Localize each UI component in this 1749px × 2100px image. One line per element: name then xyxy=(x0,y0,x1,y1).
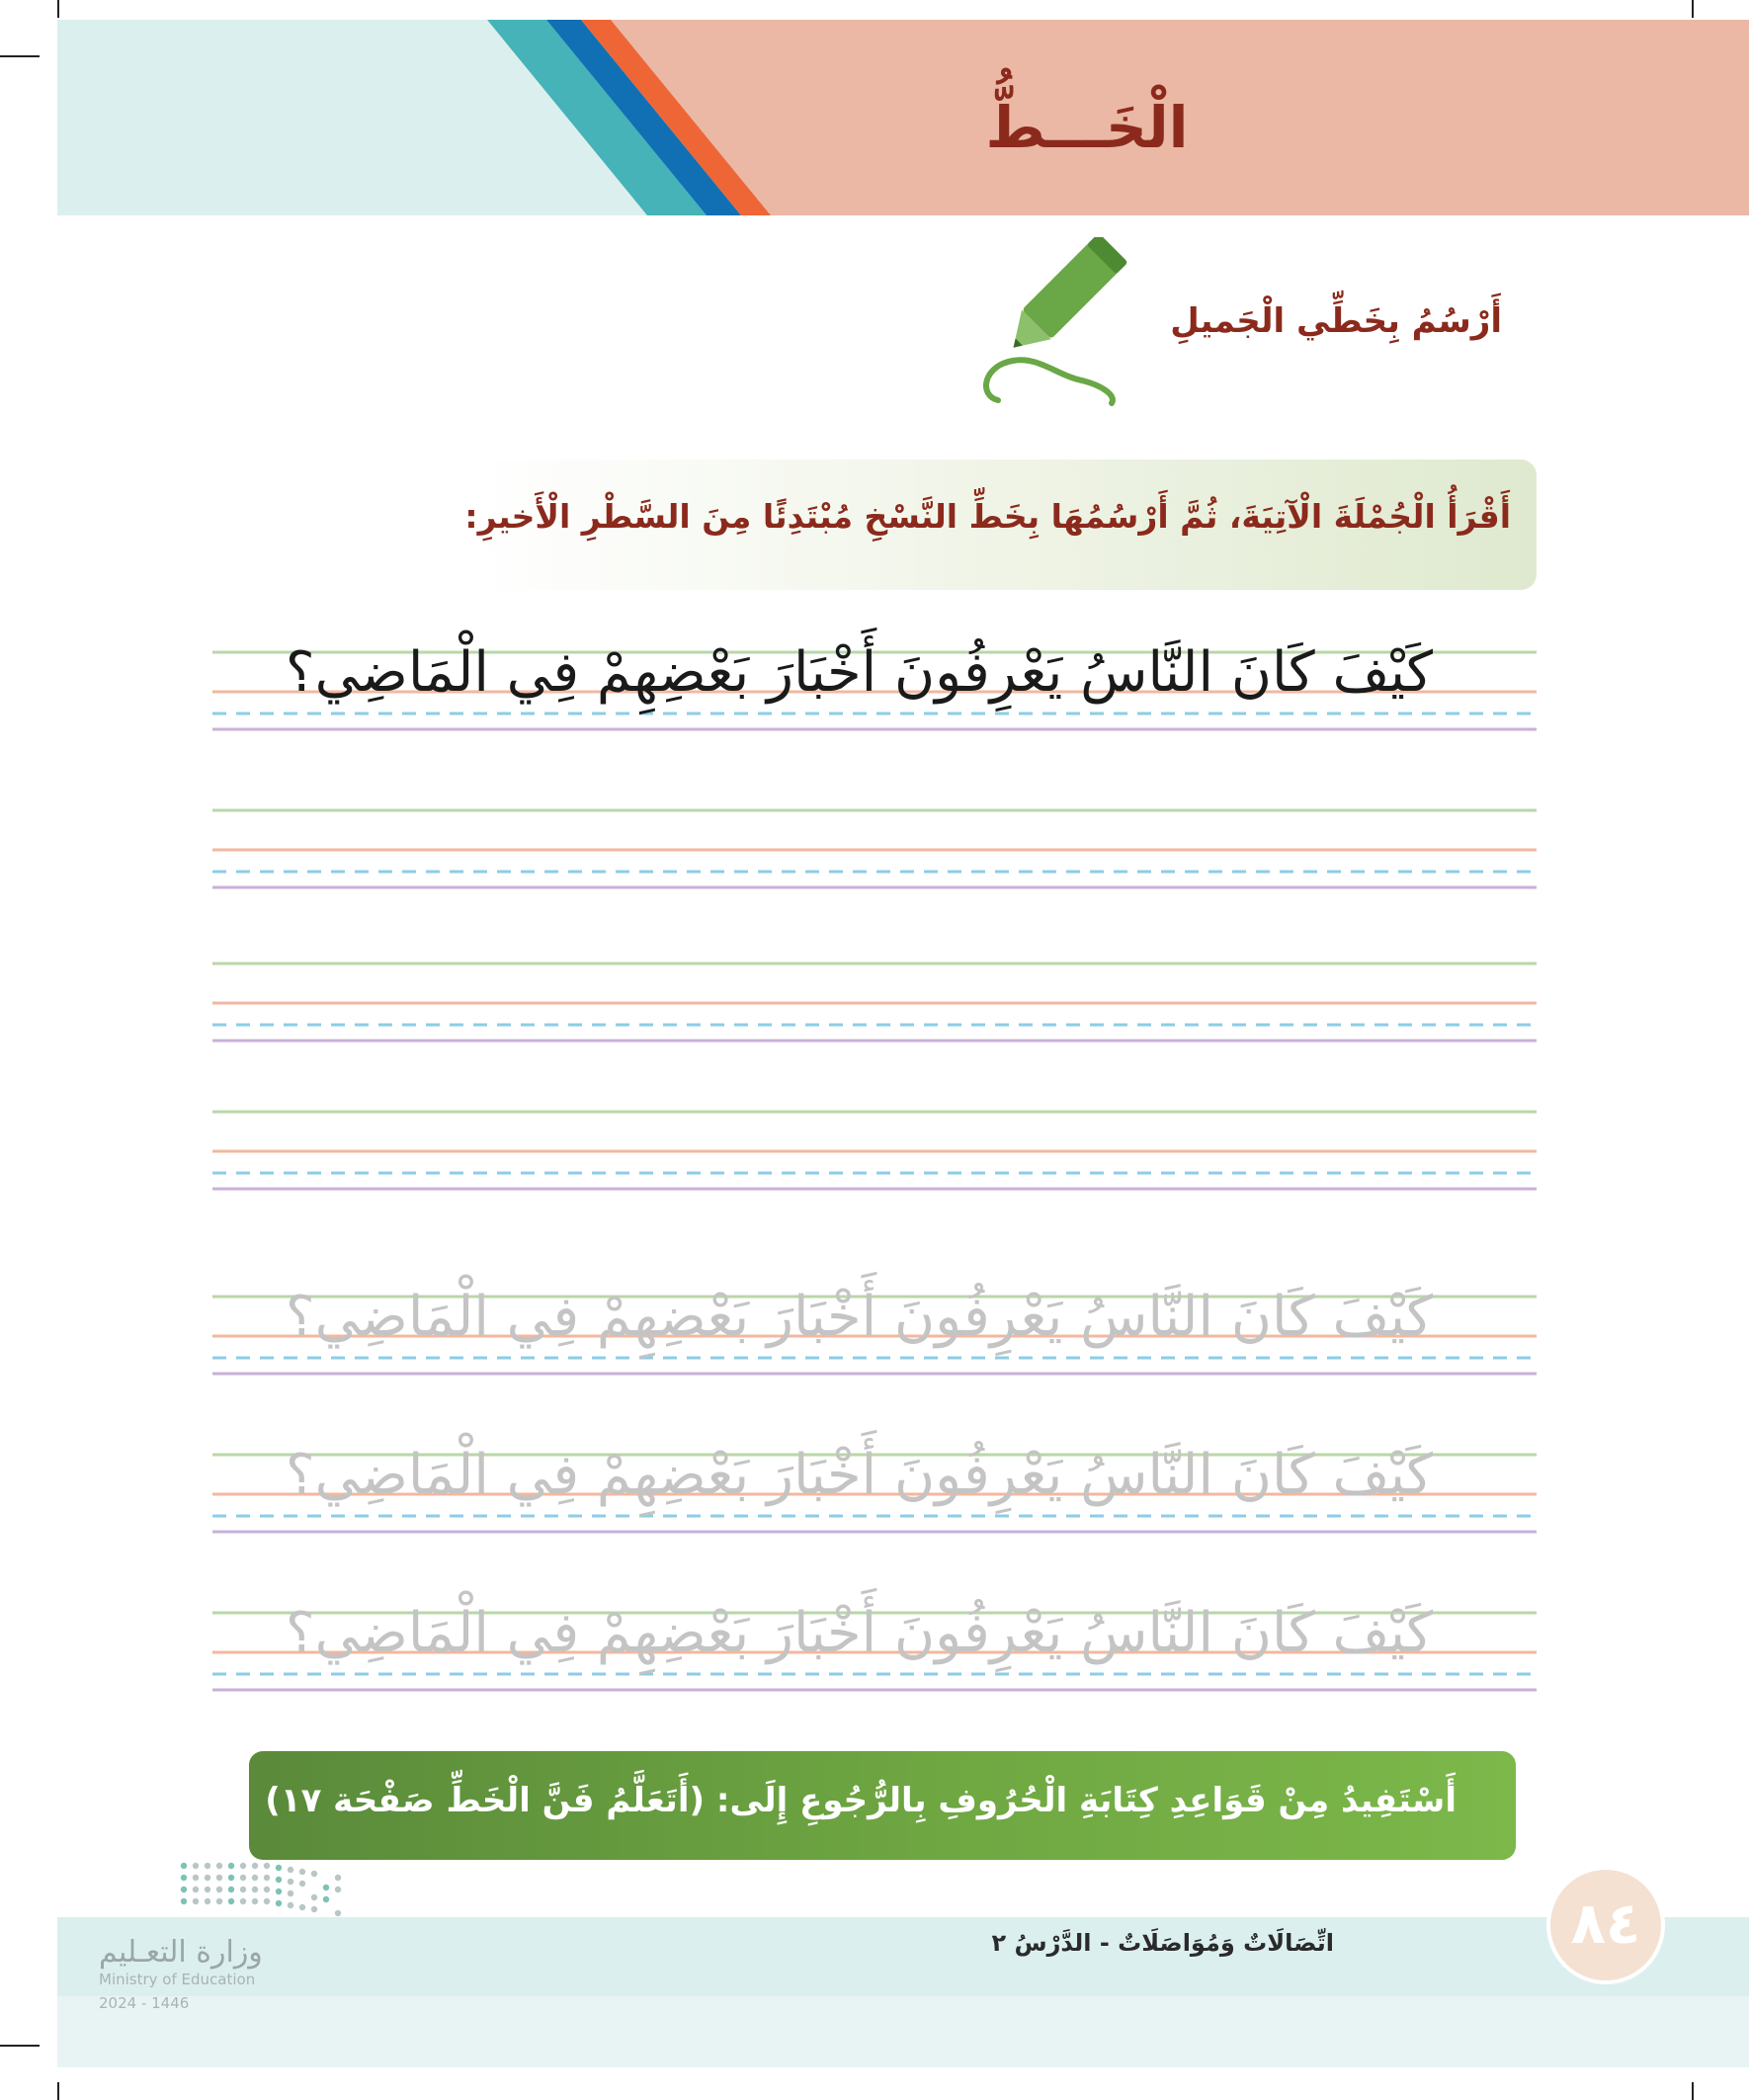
lesson-label: اتِّصَالَاتٌ وَمُوَاصَلَاتٌ - الدَّرْسُ ٢ xyxy=(991,1929,1334,1957)
logo-dot xyxy=(228,1887,234,1892)
page-number-badge: ٨٤ xyxy=(1546,1866,1665,1984)
trace-sentence-3: كَيْفَ كَانَ النَّاسُ يَعْرِفُونَ أَخْبَارَ بَعْضِهِمْ فِي الْمَاضِي؟ xyxy=(285,1601,1433,1665)
logo-dot xyxy=(264,1898,270,1904)
logo-dot xyxy=(264,1863,270,1869)
logo-dot xyxy=(252,1863,258,1869)
logo-dot xyxy=(205,1863,210,1869)
logo-dot xyxy=(228,1898,234,1904)
logo-dot xyxy=(240,1898,246,1904)
trace-sentence-2: كَيْفَ كَانَ النَّاسُ يَعْرِفُونَ أَخْبَارَ بَعْضِهِمْ فِي الْمَاضِي؟ xyxy=(285,1443,1433,1507)
tip-text: أَسْتَفِيدُ مِنْ قَوَاعِدِ كِتَابَةِ الْحُرُوفِ بِالرُّجُوعِ إِلَى: (أَتَعَلَّمُ فَنَّ الْخَطِّ صَفْحَة ١٧) xyxy=(265,1781,1457,1820)
logo-dot xyxy=(276,1877,282,1883)
logo-dot xyxy=(181,1875,187,1881)
logo-dot xyxy=(181,1863,187,1869)
page-title: الْخَـــطُّ xyxy=(985,94,1189,161)
footer-band-light xyxy=(57,1996,1749,2067)
logo-dot xyxy=(311,1894,317,1900)
logo-dot xyxy=(276,1900,282,1906)
logo-dot xyxy=(216,1863,222,1869)
logo-dot xyxy=(240,1863,246,1869)
logo-dot xyxy=(181,1898,187,1904)
instruction-text: أَقْرَأُ الْجُمْلَةَ الْآتِيَةَ، ثُمَّ أَرْسُمُهَا بِخَطِّ النَّسْخِ مُبْتَدِئًا مِنَ السَّطْرِ الْأَخيرِ: xyxy=(464,497,1511,536)
logo-dot xyxy=(311,1871,317,1877)
logo-dot xyxy=(205,1875,210,1881)
logo-dot xyxy=(288,1867,293,1873)
logo-dot xyxy=(264,1887,270,1892)
logo-dot xyxy=(252,1875,258,1881)
logo-dot xyxy=(252,1898,258,1904)
ministry-name-english: Ministry of Education xyxy=(99,1971,256,1988)
logo-dot xyxy=(205,1898,210,1904)
logo-dot xyxy=(216,1887,222,1892)
logo-dot xyxy=(276,1889,282,1894)
logo-dot xyxy=(335,1875,341,1881)
ministry-name-arabic: وزارة التعـليم xyxy=(99,1935,263,1970)
logo-dot xyxy=(276,1865,282,1871)
logo-dot xyxy=(288,1902,293,1908)
logo-dot xyxy=(181,1887,187,1892)
logo-dot xyxy=(335,1887,341,1892)
logo-dot xyxy=(288,1879,293,1885)
logo-dot xyxy=(216,1875,222,1881)
logo-dot xyxy=(299,1881,305,1887)
logo-dot xyxy=(240,1887,246,1892)
tip-bar xyxy=(249,1751,1516,1860)
logo-dot xyxy=(252,1887,258,1892)
trace-sentence-1: كَيْفَ كَانَ النَّاسُ يَعْرِفُونَ أَخْبَارَ بَعْضِهِمْ فِي الْمَاضِي؟ xyxy=(285,1285,1433,1349)
ministry-logo-icon xyxy=(178,1858,356,1917)
logo-dot xyxy=(193,1863,199,1869)
logo-dot xyxy=(299,1869,305,1875)
logo-dot xyxy=(193,1898,199,1904)
logo-dot xyxy=(335,1910,341,1916)
logo-dot xyxy=(240,1875,246,1881)
logo-dot xyxy=(323,1885,329,1890)
logo-dot xyxy=(323,1896,329,1902)
logo-dot xyxy=(228,1875,234,1881)
logo-dot xyxy=(288,1890,293,1896)
logo-dot xyxy=(264,1875,270,1881)
logo-dot xyxy=(205,1887,210,1892)
logo-dot xyxy=(228,1863,234,1869)
logo-dot xyxy=(311,1906,317,1912)
model-sentence: كَيْفَ كَانَ النَّاسُ يَعْرِفُونَ أَخْبَارَ بَعْضِهِمْ فِي الْمَاضِي؟ xyxy=(285,640,1433,705)
logo-dot xyxy=(216,1898,222,1904)
logo-dot xyxy=(193,1887,199,1892)
logo-dot xyxy=(299,1904,305,1910)
logo-dot xyxy=(193,1875,199,1881)
academic-year: 2024 - 1446 xyxy=(99,1994,190,2012)
section-subheading: أَرْسُمُ بِخَطِّي الْجَميلِ xyxy=(1170,301,1502,341)
